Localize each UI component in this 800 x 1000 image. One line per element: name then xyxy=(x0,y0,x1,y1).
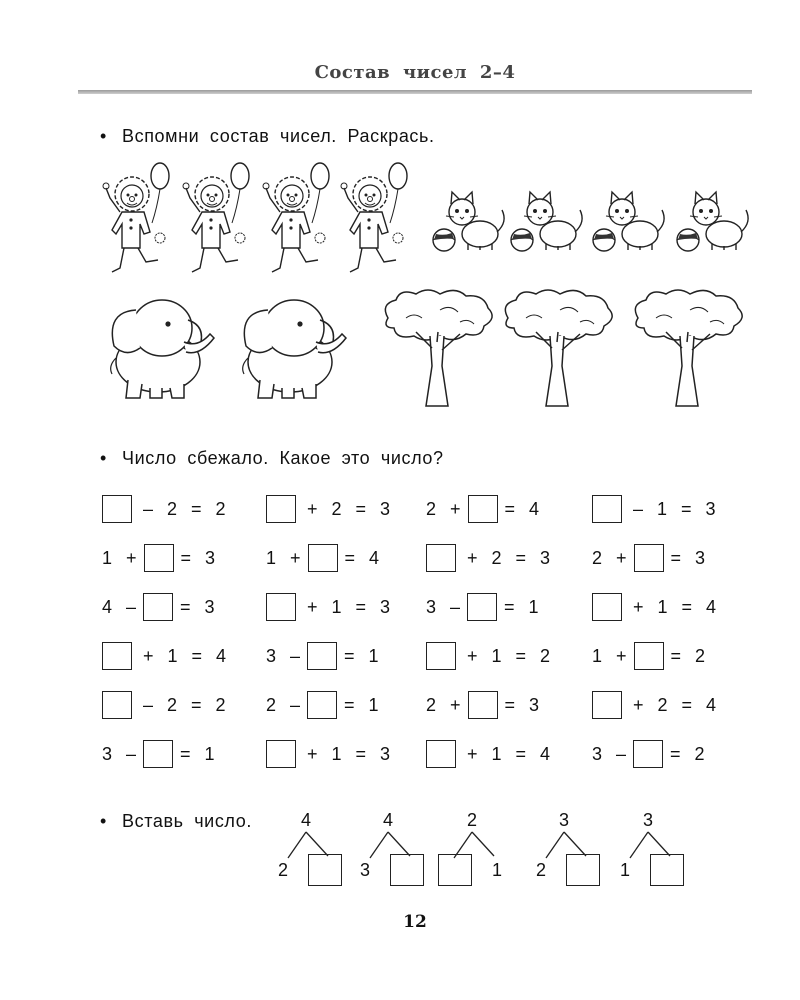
equation-token: 3 xyxy=(540,547,551,568)
equation-token: + xyxy=(467,743,478,764)
equation-token: 3 xyxy=(705,498,716,519)
equation xyxy=(102,543,222,573)
equation xyxy=(592,739,712,769)
instruction-color-text: Вспомни состав чисел. Раскрась. xyxy=(122,126,435,146)
equation xyxy=(592,592,723,622)
answer-box[interactable] xyxy=(143,740,173,768)
equation-token: = xyxy=(344,645,355,666)
equation-token: 2 xyxy=(592,547,603,568)
equation-token: 2 xyxy=(426,694,437,715)
answer-box[interactable] xyxy=(426,544,456,572)
equation-token: 1 xyxy=(368,645,379,666)
tree-left-number: 1 xyxy=(620,860,631,880)
equation-token: 4 xyxy=(529,498,540,519)
equation-token: = xyxy=(191,694,202,715)
tree-right-number: 1 xyxy=(492,860,503,880)
equation-token: + xyxy=(467,645,478,666)
equation-token: – xyxy=(126,743,137,764)
answer-box[interactable] xyxy=(592,593,622,621)
equation-token: + xyxy=(307,498,318,519)
tree-top-number: 4 xyxy=(382,810,393,830)
equation-token: 1 xyxy=(331,743,342,764)
equation-token: 3 xyxy=(380,743,391,764)
answer-box[interactable] xyxy=(144,544,174,572)
kitten-icon xyxy=(433,192,504,251)
equation-token: + xyxy=(633,694,644,715)
tree-left-number: 3 xyxy=(360,860,371,880)
answer-box[interactable] xyxy=(307,691,337,719)
equation-token: 3 xyxy=(204,596,215,617)
tree-top-number: 2 xyxy=(466,810,477,830)
equation-token: 2 xyxy=(215,694,226,715)
equation-token: – xyxy=(290,694,301,715)
equation-token: = xyxy=(355,596,367,617)
equation-token: 2 xyxy=(540,645,551,666)
page-number: 12 xyxy=(403,912,427,932)
tree-left-number: 2 xyxy=(536,860,547,880)
equation-token: 1 xyxy=(491,743,502,764)
equation-token: 4 xyxy=(369,547,380,568)
equation xyxy=(426,543,557,573)
instruction-insert-number xyxy=(100,811,252,832)
equation-token: 1 xyxy=(592,645,603,666)
equation-token: = xyxy=(504,498,516,519)
equation-token: 2 xyxy=(167,694,178,715)
equation-token: 2 xyxy=(657,694,668,715)
equation-token: = xyxy=(670,743,681,764)
equation-token: – xyxy=(450,596,461,617)
equation xyxy=(102,690,233,720)
equation-token: 2 xyxy=(167,498,178,519)
equation-token: 1 xyxy=(102,547,113,568)
equation-token: 2 xyxy=(695,645,706,666)
tree-answer-box[interactable] xyxy=(390,854,424,886)
answer-box[interactable] xyxy=(592,691,622,719)
equation xyxy=(266,494,397,524)
equation-token: = xyxy=(180,596,191,617)
equation xyxy=(102,592,222,622)
equation-token: 1 xyxy=(491,645,502,666)
equation-token: = xyxy=(681,596,693,617)
equation-token: + xyxy=(616,547,627,568)
tree-icon xyxy=(385,290,492,406)
tree-top-number: 3 xyxy=(642,810,653,830)
equation-token: = xyxy=(670,645,682,666)
answer-box[interactable] xyxy=(426,740,456,768)
instruction-missing-number xyxy=(100,448,444,469)
equation-token: + xyxy=(633,596,644,617)
tree-top-number: 3 xyxy=(558,810,569,830)
elephant-icon xyxy=(243,300,346,398)
equation-token: = xyxy=(504,596,515,617)
clown-icon xyxy=(103,163,169,272)
equation-token: = xyxy=(355,743,367,764)
equation-token: 1 xyxy=(331,596,342,617)
equation-token: = xyxy=(180,743,191,764)
answer-box[interactable] xyxy=(633,740,663,768)
answer-box[interactable] xyxy=(467,593,497,621)
equation-token: 1 xyxy=(368,694,379,715)
equation-token: – xyxy=(126,596,137,617)
tree-top-number: 4 xyxy=(300,810,311,830)
equation xyxy=(266,543,386,573)
instruction-missing-number-text: Число сбежало. Какое это число? xyxy=(122,448,444,468)
equation xyxy=(266,690,386,720)
equation-token: = xyxy=(670,547,682,568)
equation-token: = xyxy=(515,547,527,568)
equation-token: 1 xyxy=(266,547,277,568)
equation-token: 4 xyxy=(706,694,717,715)
equation-token: 3 xyxy=(695,547,706,568)
equation-token: 1 xyxy=(528,596,539,617)
equation-token: 2 xyxy=(215,498,226,519)
equation-token: – xyxy=(143,694,154,715)
equation xyxy=(102,739,222,769)
equation-token: = xyxy=(344,547,356,568)
bullet: • xyxy=(100,126,107,146)
equation-token: – xyxy=(143,498,154,519)
clown-icon xyxy=(263,163,329,272)
equation-token: 1 xyxy=(657,596,668,617)
equation-token: 2 xyxy=(331,498,342,519)
tree-answer-box[interactable] xyxy=(438,854,472,886)
answer-box[interactable] xyxy=(426,642,456,670)
tree-answer-box[interactable] xyxy=(566,854,600,886)
number-tree xyxy=(618,810,738,900)
kitten-icon xyxy=(593,192,664,251)
equation-token: = xyxy=(191,498,202,519)
equation xyxy=(592,690,723,720)
equation-token: + xyxy=(450,694,461,715)
equation xyxy=(592,494,723,524)
equation-token: 4 xyxy=(706,596,717,617)
answer-box[interactable] xyxy=(468,691,498,719)
equation-token: 2 xyxy=(426,498,437,519)
equation-token: – xyxy=(616,743,627,764)
kitten-icon xyxy=(511,192,582,251)
answer-box[interactable] xyxy=(102,642,132,670)
equation-token: 2 xyxy=(694,743,705,764)
tree-icon xyxy=(635,290,742,406)
equation-token: 3 xyxy=(426,596,437,617)
equation-token: 2 xyxy=(491,547,502,568)
kitten-icon xyxy=(677,192,748,251)
equation-token: 4 xyxy=(102,596,113,617)
tree-left-number: 2 xyxy=(278,860,289,880)
equation-token: = xyxy=(355,498,367,519)
equation xyxy=(266,739,397,769)
answer-box[interactable] xyxy=(592,495,622,523)
bullet: • xyxy=(100,448,107,468)
tree-icon xyxy=(505,290,612,406)
equation-token: 3 xyxy=(380,596,391,617)
answer-box[interactable] xyxy=(266,593,296,621)
equation-token: 4 xyxy=(216,645,227,666)
equation-token: 1 xyxy=(167,645,178,666)
answer-box[interactable] xyxy=(634,544,664,572)
answer-box[interactable] xyxy=(266,740,296,768)
equation-token: 1 xyxy=(657,498,668,519)
answer-box[interactable] xyxy=(102,495,132,523)
equation-token: + xyxy=(307,596,318,617)
equation-token: + xyxy=(290,547,301,568)
equation-token: + xyxy=(467,547,478,568)
coloring-pictures xyxy=(0,0,800,420)
equation xyxy=(102,641,233,671)
equation-token: 3 xyxy=(592,743,603,764)
equation xyxy=(266,641,386,671)
equation xyxy=(426,592,546,622)
equation-token: – xyxy=(290,645,301,666)
equation xyxy=(426,739,557,769)
equation-token: = xyxy=(191,645,203,666)
tree-answer-box[interactable] xyxy=(308,854,342,886)
elephant-icon xyxy=(111,300,214,398)
equation-token: + xyxy=(143,645,154,666)
instruction-insert-number-text: Вставь число. xyxy=(122,811,252,831)
answer-box[interactable] xyxy=(307,642,337,670)
clown-icon xyxy=(341,163,407,272)
equation-token: + xyxy=(126,547,137,568)
equation-token: = xyxy=(504,694,516,715)
equation-token: 1 xyxy=(204,743,215,764)
equation-token: = xyxy=(515,743,527,764)
equation-token: 3 xyxy=(380,498,391,519)
equation-token: = xyxy=(681,498,692,519)
equation-token: + xyxy=(307,743,318,764)
answer-box[interactable] xyxy=(468,495,498,523)
equation xyxy=(102,494,233,524)
page-title: Состав чисел 2–4 xyxy=(314,62,516,83)
equation-token: 3 xyxy=(529,694,540,715)
answer-box[interactable] xyxy=(634,642,664,670)
equation xyxy=(592,641,712,671)
equation-token: 3 xyxy=(102,743,113,764)
equation-token: = xyxy=(515,645,527,666)
bullet: • xyxy=(100,811,107,831)
equation xyxy=(426,641,557,671)
equation-token: + xyxy=(450,498,461,519)
answer-box[interactable] xyxy=(266,495,296,523)
clown-icon xyxy=(183,163,249,272)
answer-box[interactable] xyxy=(143,593,173,621)
equation-token: = xyxy=(180,547,192,568)
equation-token: 3 xyxy=(205,547,216,568)
equation-token: = xyxy=(344,694,355,715)
equation xyxy=(592,543,712,573)
answer-box[interactable] xyxy=(308,544,338,572)
equation xyxy=(266,592,397,622)
equation-token: – xyxy=(633,498,644,519)
equation xyxy=(426,690,546,720)
equation-token: 2 xyxy=(266,694,277,715)
equation-token: = xyxy=(681,694,693,715)
equation-token: 3 xyxy=(266,645,277,666)
equation-token: 4 xyxy=(540,743,551,764)
equation-token: + xyxy=(616,645,627,666)
tree-answer-box[interactable] xyxy=(650,854,684,886)
answer-box[interactable] xyxy=(102,691,132,719)
equation xyxy=(426,494,546,524)
